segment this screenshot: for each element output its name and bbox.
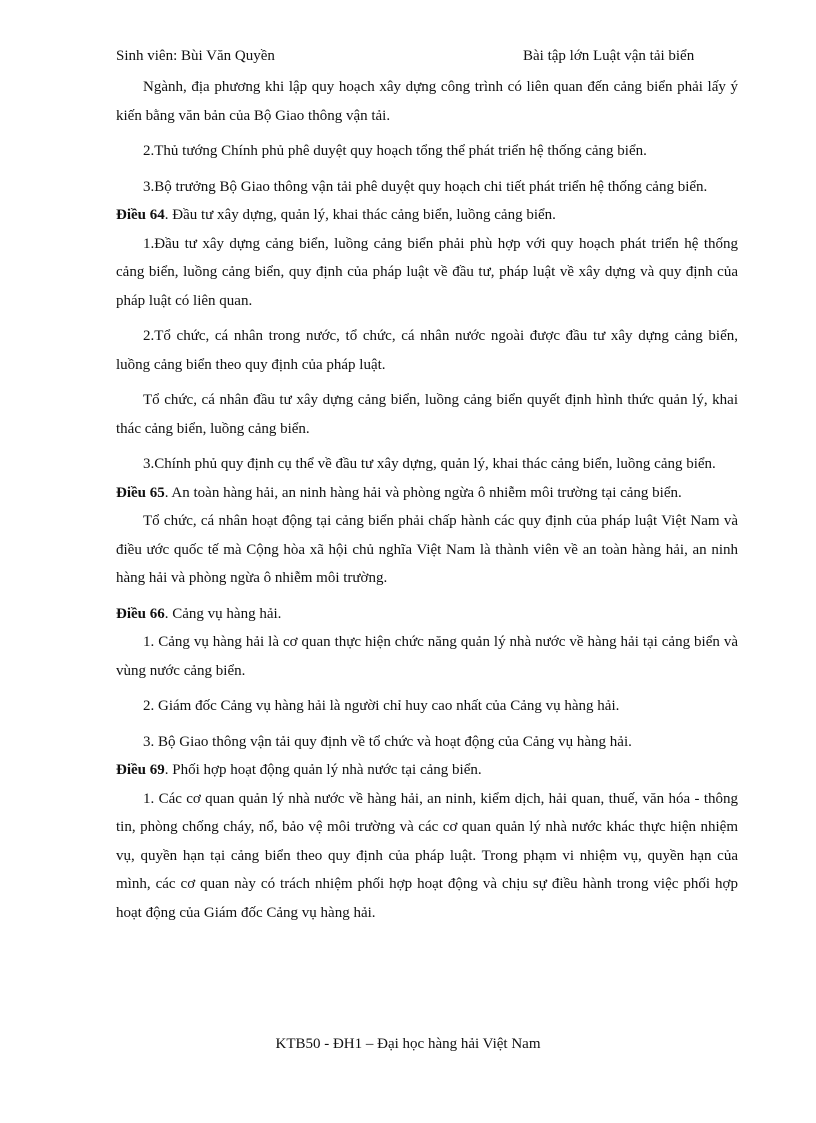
article-heading-64 [116,201,738,230]
article-number: Điều 69 [116,762,165,778]
article-number: Điều 66 [116,605,165,622]
article-heading-65 [116,479,738,508]
paragraph: Tổ chức, cá nhân đầu tư xây dựng cảng biển, luồng cảng biển quyết định hình thức quản lý, khai thác cảng biển, luồng cảng biển. [116,392,738,437]
page-footer: KTB50 - ĐH1 – Đại học hàng hải Việt Nam [275,1036,541,1052]
paragraph: Ngành, địa phương khi lập quy hoạch xây dựng công trình có liên quan đến cảng biển phải lấy ý kiến bằng văn bản của Bộ Giao thông vận tải. [116,79,738,124]
page-header [116,48,712,68]
paragraph: 1. Cảng vụ hàng hải là cơ quan thực hiện chức năng quản lý nhà nước về hàng hải tại cảng biển và vùng nước cảng biển. [116,634,738,679]
article-title: . Cảng vụ hàng hải. [164,605,282,622]
paragraph: 3. Bộ Giao thông vận tải quy định về tổ chức và hoạt động của Cảng vụ hàng hải. [143,733,632,750]
article-heading-66 [116,600,738,629]
paragraph: 2.Tổ chức, cá nhân trong nước, tổ chức, cá nhân nước ngoài được đầu tư xây dựng cảng biển, luồng cảng biển theo quy định của pháp luật. [116,328,738,373]
article-number: Điều 64 [116,207,165,223]
document-body [116,73,738,927]
header-student-name: Sinh viên: Bùi Văn Quyền [116,48,275,64]
article-number: Điều 65 [116,484,165,501]
paragraph: 1. Các cơ quan quản lý nhà nước về hàng hải, an ninh, kiểm dịch, hải quan, thuế, văn hóa - thông tin, phòng chống cháy, nổ, bảo vệ môi trường và các cơ quan quản lý nhà nước khác thực hiện nhiệm vụ, quyền hạn tại cảng biển theo quy định của pháp luật. Trong phạm vi nhiệm vụ, quyền hạn của mình, các cơ quan này có trách nhiệm phối hợp hoạt động và chịu sự điều hành trong việc phối hợp hoạt động của Giám đốc Cảng vụ hàng hải. [116,790,738,921]
header-assignment-title: Bài tập lớn Luật vận tải biển [523,48,695,64]
paragraph: 2. Giám đốc Cảng vụ hàng hải là người chỉ huy cao nhất của Cảng vụ hàng hải. [143,698,620,714]
paragraph: 3.Bộ trưởng Bộ Giao thông vận tải phê duyệt quy hoạch chi tiết phát triển hệ thống cảng biển. [143,178,708,195]
paragraph: 2.Thủ tướng Chính phủ phê duyệt quy hoạch tổng thể phát triển hệ thống cảng biển. [143,143,647,159]
paragraph: 1.Đầu tư xây dựng cảng biển, luồng cảng biển phải phù hợp với quy hoạch phát triển hệ thống cảng biển, luồng cảng biển, quy định của pháp luật về đầu tư, pháp luật về xây dựng và quy định của pháp luật có liên quan. [116,235,738,309]
article-title: . Đầu tư xây dựng, quản lý, khai thác cảng biển, luồng cảng biển. [164,207,556,223]
article-title: . An toàn hàng hải, an ninh hàng hải và phòng ngừa ô nhiễm môi trường tại cảng biển. [164,484,682,501]
paragraph: 3.Chính phủ quy định cụ thể về đầu tư xây dựng, quản lý, khai thác cảng biển, luồng cảng biển. [143,456,716,472]
article-heading-69 [116,756,738,785]
article-title: . Phối hợp hoạt động quản lý nhà nước tại cảng biển. [164,762,482,778]
paragraph: Tổ chức, cá nhân hoạt động tại cảng biển phải chấp hành các quy định của pháp luật Việt Nam và điều ước quốc tế mà Cộng hòa xã hội chủ nghĩa Việt Nam là thành viên về an toàn hàng hải, an ninh hàng hải và phòng ngừa ô nhiễm môi trường. [116,513,738,586]
